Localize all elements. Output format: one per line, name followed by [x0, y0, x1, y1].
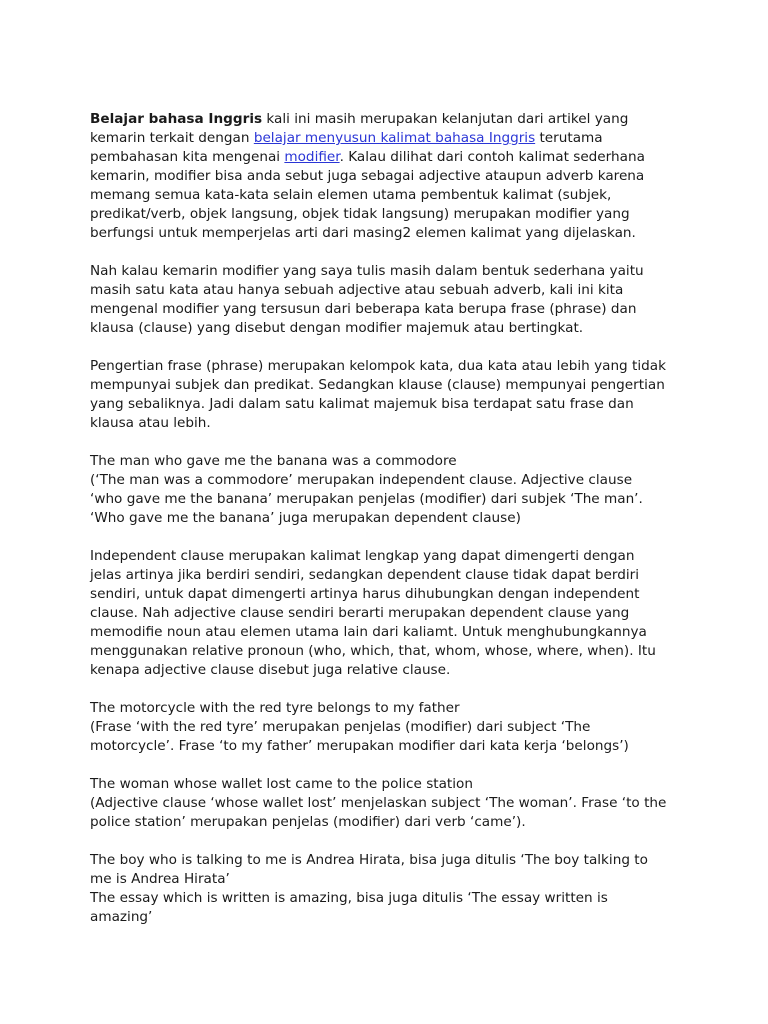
text-line: yang sebaliknya. Jadi dalam satu kalimat majemuk bisa terdapat satu frase dan	[90, 396, 634, 412]
text-line: masih satu kata atau hanya sebuah adjective atau sebuah adverb, kali ini kita	[90, 282, 624, 298]
text-line	[90, 148, 690, 167]
link-modifier[interactable]: modifier	[284, 149, 340, 165]
text-line: me is Andrea Hirata’	[90, 871, 230, 887]
text-line: ‘Who gave me the banana’ juga merupakan dependent clause)	[90, 510, 521, 526]
paragraph-modifier-majemuk	[90, 262, 690, 338]
text-line: memang semua kata-kata selain elemen utama pembentuk kalimat (subjek,	[90, 187, 612, 203]
text-fragment: kali ini masih merupakan kelanjutan dari artikel yang	[262, 111, 629, 127]
text-line: mempunyai subjek dan predikat. Sedangkan klause (clause) mempunyai pengertian	[90, 377, 665, 393]
text-line: (Frase ‘with the red tyre’ merupakan penjelas (modifier) dari subject ‘The	[90, 719, 591, 735]
text-line: predikat/verb, objek langsung, objek tidak langsung) merupakan modifier yang	[90, 206, 630, 222]
text-fragment: pembahasan kita mengenai	[90, 149, 285, 165]
link-belajar-menyusun-kalimat[interactable]: belajar menyusun kalimat bahasa Inggris	[253, 130, 536, 146]
text-line: kemarin, modifier bisa anda sebut juga sebagai adjective ataupun adverb karena	[90, 168, 645, 184]
paragraph-example-motorcycle	[90, 699, 690, 756]
text-line: Independent clause merupakan kalimat lengkap yang dapat dimengerti dengan	[90, 548, 635, 564]
paragraph-example-boy-essay	[90, 851, 690, 927]
text-line: klausa atau lebih.	[90, 415, 211, 431]
paragraph-independent-clause	[90, 547, 690, 680]
text-fragment: terutama	[535, 130, 603, 146]
text-line: amazing’	[90, 909, 153, 925]
paragraph-intro	[90, 110, 690, 243]
text-line: Nah kalau kemarin modifier yang saya tulis masih dalam bentuk sederhana yaitu	[90, 263, 644, 279]
text-line	[90, 110, 690, 129]
paragraph-example-woman	[90, 775, 690, 832]
example-sentence: The boy who is talking to me is Andrea Hirata, bisa juga ditulis ‘The boy talking to	[90, 852, 648, 868]
text-fragment: kemarin terkait dengan	[90, 130, 254, 146]
text-line: (Adjective clause ‘whose wallet lost’ menjelaskan subject ‘The woman’. Frase ‘to the	[90, 795, 667, 811]
lead-bold-phrase: Belajar bahasa Inggris	[90, 111, 263, 127]
text-line: berfungsi untuk memperjelas arti dari masing2 elemen kalimat yang dijelaskan.	[90, 225, 636, 241]
text-line: kenapa adjective clause disebut juga relative clause.	[90, 662, 451, 678]
paragraph-example-commodore	[90, 452, 690, 528]
example-sentence: The motorcycle with the red tyre belongs to my father	[90, 700, 460, 716]
text-line: jelas artinya jika berdiri sendiri, sedangkan dependent clause tidak dapat berdiri	[90, 567, 640, 583]
text-line: clause. Nah adjective clause sendiri berarti merupakan dependent clause yang	[90, 605, 630, 621]
example-sentence: The woman whose wallet lost came to the police station	[90, 776, 473, 792]
example-sentence: The essay which is written is amazing, bisa juga ditulis ‘The essay written is	[90, 890, 608, 906]
text-line: ‘who gave me the banana’ merupakan penjelas (modifier) dari subjek ‘The man’.	[90, 491, 643, 507]
paragraph-pengertian-frase	[90, 357, 690, 433]
text-line: (‘The man was a commodore’ merupakan independent clause. Adjective clause	[90, 472, 633, 488]
example-sentence: The man who gave me the banana was a commodore	[90, 453, 457, 469]
text-line: motorcycle’. Frase ‘to my father’ merupakan modifier dari kata kerja ‘belongs’)	[90, 738, 629, 754]
text-line: klausa (clause) yang disebut dengan modifier majemuk atau bertingkat.	[90, 320, 584, 336]
text-line: police station’ merupakan penjelas (modifier) dari verb ‘came’).	[90, 814, 526, 830]
text-line: memodifie noun atau elemen utama lain dari kaliamt. Untuk menghubungkannya	[90, 624, 647, 640]
text-line	[90, 129, 690, 148]
text-line: sendiri, untuk dapat dimengerti artinya harus dihubungkan dengan independent	[90, 586, 640, 602]
document-page	[90, 110, 690, 927]
text-line: menggunakan relative pronoun (who, which, that, whom, whose, where, when). Itu	[90, 643, 656, 659]
text-fragment: . Kalau dilihat dari contoh kalimat sederhana	[339, 149, 645, 165]
text-line: mengenal modifier yang tersusun dari beberapa kata berupa frase (phrase) dan	[90, 301, 637, 317]
text-line: Pengertian frase (phrase) merupakan kelompok kata, dua kata atau lebih yang tidak	[90, 358, 666, 374]
